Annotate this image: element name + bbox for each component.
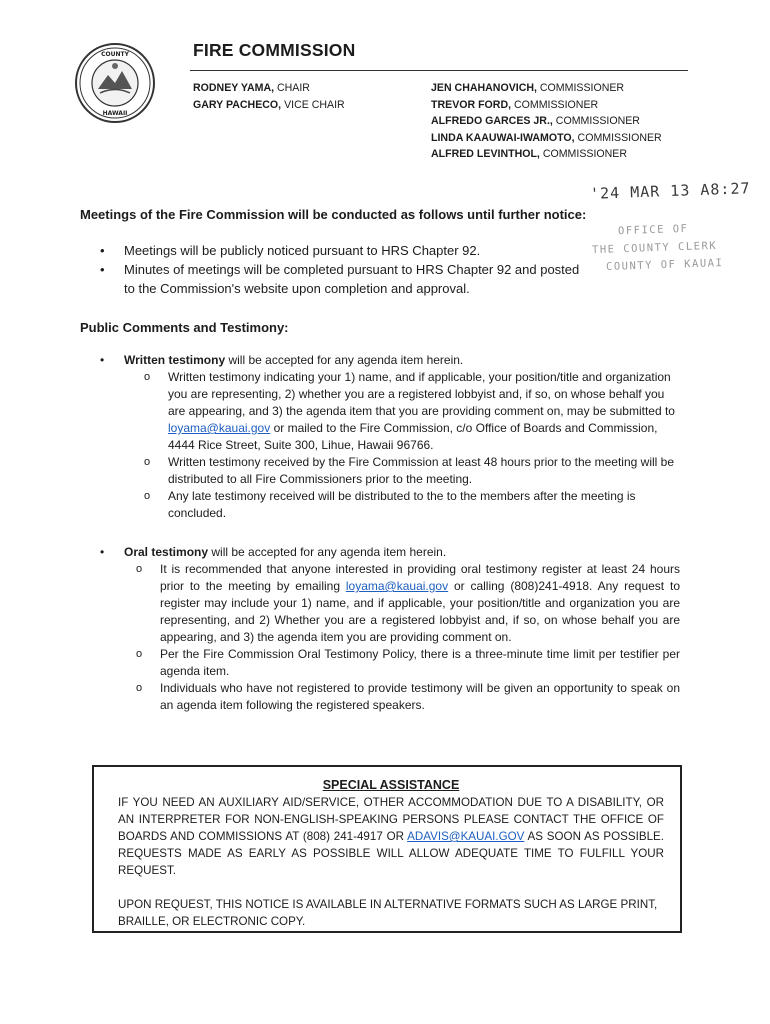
commissioner-name: JEN CHAHANOVICH, — [431, 82, 537, 94]
svg-text:HAWAII: HAWAII — [102, 110, 128, 117]
email-link[interactable]: loyama@kauai.gov — [168, 421, 271, 435]
commissioner-name: ALFREDO GARCES JR., — [431, 115, 553, 127]
vice-chair-name: GARY PACHECO, — [193, 98, 282, 111]
email-link[interactable]: loyama@kauai.gov — [345, 579, 449, 593]
commissioner-role: COMMISSIONER — [539, 82, 625, 94]
written-sub-item: o Any late testimony received will be distributed to the to the members after the meeting is concluded. — [144, 488, 680, 522]
oral-testimony-text: will be accepted for any agenda item herein. — [208, 545, 447, 559]
chair-line — [193, 80, 345, 97]
written-testimony-bullet — [100, 352, 680, 369]
oral-testimony-label: Oral testimony — [124, 545, 209, 559]
written-sub-item: o Written testimony received by the Fire Commission at least 48 hours prior to the meeting will be distributed to all Fire Commissioners prior to the meeting. — [144, 454, 680, 488]
commissioner-name: ALFRED LEVINTHOL, — [431, 148, 540, 160]
vice-chair-line — [193, 97, 345, 114]
oral-sub-item: o Per the Fire Commission Oral Testimony Policy, there is a three-minute time limit per testifier per agenda item. — [136, 646, 680, 680]
commissioner-line — [431, 146, 662, 163]
written-sub-list — [100, 369, 680, 522]
oral-testimony-section — [100, 544, 680, 714]
meetings-list — [100, 241, 580, 298]
written-sub-text: Written testimony indicating your 1) name, and if applicable, your position/title and organization you are representing, 2) whether you are a registered lobbyist and, if so, on whose behalf you are appearing, and 3) the agenda item that you are providing comment on, may be submitted to — [168, 370, 675, 418]
commissioner-name: LINDA KAAUWAI-IWAMOTO, — [431, 131, 575, 144]
written-testimony-section — [100, 352, 680, 522]
oral-sub-text: or calling (808)241-4918. Any request to register may include your 1) name, and if applicable, your position/title and organization you are representing, and 2) Whether you are a registered lobbyist and, if so, on whose behalf you are appearing, and 3) the agenda item you are providing comment on. — [160, 579, 680, 644]
county-seal-logo — [74, 42, 156, 124]
assistance-paragraph — [118, 794, 664, 879]
commissioner-role: COMMISSIONER — [555, 115, 640, 127]
assistance-text: AS SOON AS POSSIBLE. REQUESTS MADE AS EARLY AS POSSIBLE WILL ALLOW ADEQUATE TIME TO FULFILL YOUR REQUEST. — [118, 830, 664, 877]
commissioner-role: COMMISSIONER — [577, 131, 662, 144]
commissioner-role: COMMISSIONER — [542, 148, 628, 160]
received-date-stamp: '24 MAR 13 A8:27 — [589, 179, 751, 203]
written-testimony-text: will be accepted for any agenda item herein. — [225, 353, 464, 367]
assistance-text: IF YOU NEED AN AUXILIARY AID/SERVICE, OTHER ACCOMMODATION DUE TO A DISABILITY, OR AN INTERPRETER FOR NON-ENGLISH-SPEAKING PERSONS PLEASE CONTACT THE OFFICE OF BOARDS AND COMMISSIONS AT (808) 241-4917 OR — [118, 796, 664, 843]
commissioner-role: COMMISSIONER — [514, 98, 599, 111]
chair-role: CHAIR — [277, 82, 310, 94]
oral-testimony-bullet — [100, 544, 680, 561]
oral-sub-item — [136, 561, 680, 646]
written-testimony-label: Written testimony — [124, 353, 226, 367]
stamp-line-clerk: THE COUNTY CLERK — [591, 239, 718, 257]
special-assistance-box — [92, 765, 682, 933]
oral-sub-text: It is recommended that anyone interested in providing oral testimony register at least 24 hours prior to the meeting by emailing — [160, 562, 680, 593]
commissioner-line — [431, 130, 662, 147]
commissioner-line — [431, 97, 662, 114]
commissioners-list — [431, 80, 662, 163]
header-divider — [190, 70, 688, 71]
commissioner-line — [431, 80, 662, 97]
written-sub-item — [144, 369, 680, 454]
special-assistance-content — [118, 777, 664, 930]
email-link[interactable]: ADAVIS@KAUAI.GOV — [407, 830, 525, 843]
commissioner-name: TREVOR FORD, — [431, 98, 512, 111]
alternative-formats-paragraph: UPON REQUEST, THIS NOTICE IS AVAILABLE IN ALTERNATIVE FORMATS SUCH AS LARGE PRINT, BRAILLE, OR ELECTRONIC COPY. — [118, 898, 658, 928]
svg-text:COUNTY: COUNTY — [101, 51, 129, 58]
officers-list — [193, 80, 345, 113]
oral-sub-item: o Individuals who have not registered to provide testimony will be given an opportunity to speak on an agenda item following the registered speakers. — [136, 680, 680, 714]
commissioner-line — [431, 113, 662, 130]
stamp-line-office: OFFICE OF — [617, 222, 689, 238]
meetings-bullet: • Meetings will be publicly noticed pursuant to HRS Chapter 92. — [100, 241, 580, 260]
special-assistance-title: SPECIAL ASSISTANCE — [322, 778, 460, 792]
written-sub-text: or mailed to the Fire Commission, c/o Office of Boards and Commission, 4444 Rice Street, Suite 300, Lihue, Hawaii 96766. — [168, 421, 658, 452]
commission-title: FIRE COMMISSION — [193, 40, 356, 60]
meetings-heading: Meetings of the Fire Commission will be conducted as follows until further notice: — [80, 207, 587, 222]
public-comments-heading: Public Comments and Testimony: — [80, 320, 289, 335]
stamp-line-county: COUNTY OF KAUAI — [605, 256, 724, 274]
meetings-bullet: • Minutes of meetings will be completed pursuant to HRS Chapter 92 and posted to the Commission's website upon completion and approval. — [100, 260, 580, 298]
vice-chair-role: VICE CHAIR — [284, 98, 345, 111]
oral-sub-list — [100, 561, 680, 714]
chair-name: RODNEY YAMA, — [193, 82, 275, 94]
